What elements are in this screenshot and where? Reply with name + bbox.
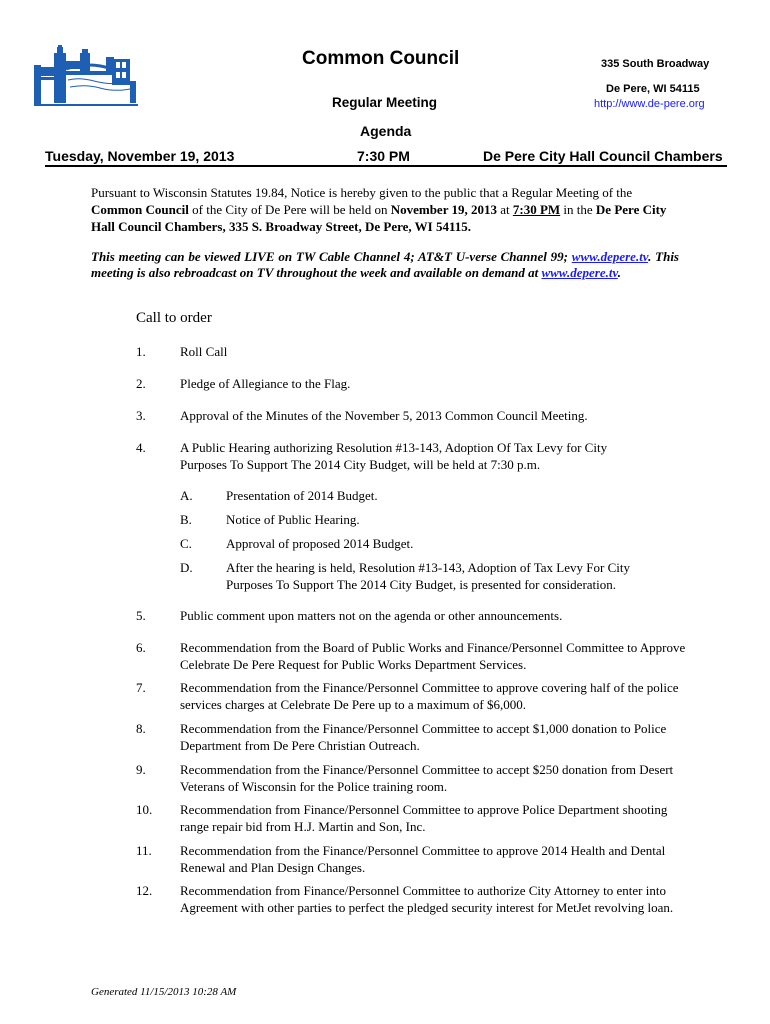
broadcast-text: . This meeting is also rebroadcast on TV throughout the week and available on demand at [91, 249, 679, 280]
item-number: 1. [136, 344, 146, 359]
notice-text: of the City of De Pere will be held on [188, 202, 391, 217]
agenda-item-text: Recommendation from the Finance/Personnel Committee to accept $1,000 donation to Police Department from De Pere Christian Outreach. [180, 721, 667, 753]
item-number: 4. [136, 440, 146, 455]
meeting-time: 7:30 PM [357, 148, 410, 164]
notice-text: Pursuant to Wisconsin Statutes 19.84, Notice is hereby given to the public that a Regular Meeting of the [91, 185, 633, 200]
address-line-1: 335 South Broadway [601, 58, 710, 70]
header-divider [45, 165, 727, 167]
website-link[interactable]: http://www.de-pere.org [594, 98, 705, 110]
notice-bold-time: 7:30 PM [512, 202, 561, 217]
agenda-item-text: Recommendation from the Finance/Personnel Committee to accept $250 donation from Desert Veterans of Wisconsin for the Police training room. [180, 762, 674, 794]
item-number: 9. [136, 762, 146, 777]
notice-bold: Common Council [91, 202, 189, 217]
agenda-item-text: Pledge of Allegiance to the Flag. [180, 376, 351, 391]
item-number: 7. [136, 680, 146, 695]
agenda-item-text: Approval of the Minutes of the November 5, 2013 Common Council Meeting. [180, 408, 588, 423]
subitem-letter: A. [180, 488, 193, 503]
subitem-text: Presentation of 2014 Budget. [226, 488, 378, 503]
agenda-item-text: Recommendation from the Finance/Personnel Committee to approve 2014 Health and Dental Renewal and Plan Design Changes. [180, 843, 666, 875]
item-number: 8. [136, 721, 146, 736]
subitem-letter: C. [180, 536, 192, 551]
depere-tv-link[interactable]: www.depere.tv [571, 249, 649, 264]
agenda-heading: Agenda [360, 123, 412, 139]
agenda-item-text: Recommendation from Finance/Personnel Committee to authorize City Attorney to enter into Agreement with other parties to perfect the pledged security interest for MetJet revolving loan. [180, 883, 674, 915]
item-number: 3. [136, 408, 146, 423]
call-to-order-heading: Call to order [136, 310, 212, 326]
agenda-item-text: Public comment upon matters not on the agenda or other announcements. [180, 608, 563, 623]
item-number: 2. [136, 376, 146, 391]
broadcast-text: This meeting can be viewed LIVE on TW Cable Channel 4; AT&T U-verse Channel 99; [91, 249, 572, 264]
page-title: Common Council [302, 48, 460, 69]
address-line-2: De Pere, WI 54115 [606, 83, 700, 95]
depere-tv-link[interactable]: www.depere.tv [541, 265, 618, 280]
notice-bold: De Pere City Hall Council Chambers, 335 S. Broadway Street, De Pere, WI 54115. [91, 202, 667, 234]
agenda-item-text: Recommendation from the Board of Public Works and Finance/Personnel Committee to Approve Celebrate De Pere Request for Public Works Department Services. [180, 640, 686, 672]
notice-text: in the [560, 202, 596, 217]
agenda-item-text: Recommendation from the Finance/Personnel Committee to approve covering half of the police services charges at Celebrate De Pere up to a maximum of $6,000. [180, 680, 679, 712]
generated-timestamp: Generated 11/15/2013 10:28 AM [91, 986, 237, 998]
item-number: 6. [136, 640, 146, 655]
notice-text: at [496, 202, 513, 217]
subitem-text: After the hearing is held, Resolution #13-143, Adoption of Tax Levy For City Purposes To Support The 2014 City Budget, is presented for consideration. [226, 560, 630, 592]
subitem-letter: D. [180, 560, 193, 575]
broadcast-note-paragraph [91, 249, 679, 281]
city-logo-bridge-icon [34, 45, 138, 107]
broadcast-text: . [617, 265, 622, 280]
subitem-text: Notice of Public Hearing. [226, 512, 360, 527]
meeting-type: Regular Meeting [332, 95, 438, 110]
item-number: 12. [136, 883, 153, 898]
meeting-location: De Pere City Hall Council Chambers [483, 148, 723, 164]
subitem-text: Approval of proposed 2014 Budget. [226, 536, 414, 551]
item-number: 10. [136, 802, 153, 817]
notice-bold: November 19, 2013 [390, 202, 497, 217]
item-number: 11. [136, 843, 152, 858]
agenda-item-text: A Public Hearing authorizing Resolution #13-143, Adoption Of Tax Levy for City Purposes To Support The 2014 City Budget, will be held at 7:30 p.m. [180, 440, 608, 472]
item-number: 5. [136, 608, 146, 623]
subitem-letter: B. [180, 512, 192, 527]
meeting-date: Tuesday, November 19, 2013 [45, 148, 235, 164]
public-notice-paragraph [91, 184, 679, 235]
agenda-item-text: Recommendation from Finance/Personnel Committee to approve Police Department shooting range repair bid from H.J. Martin and Son, Inc. [180, 802, 668, 834]
agenda-item-text: Roll Call [180, 344, 228, 359]
